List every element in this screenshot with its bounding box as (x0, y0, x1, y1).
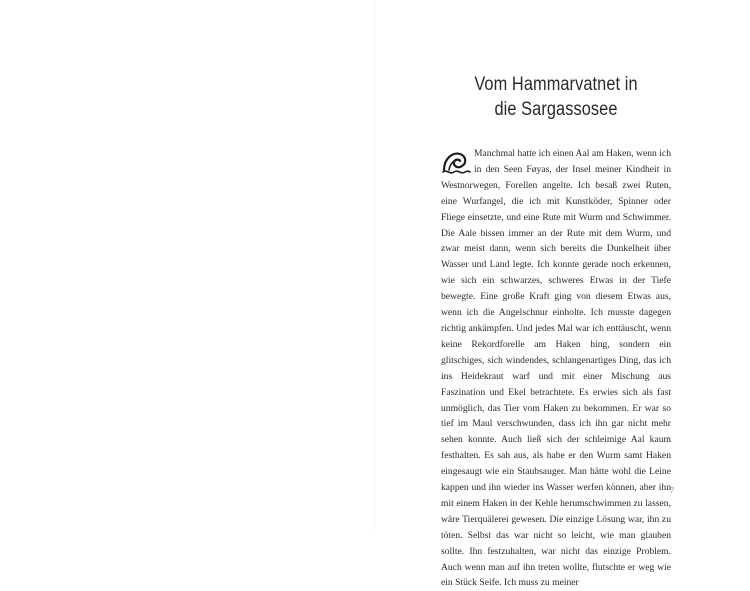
chapter-paragraph: Manchmal hatte ich einen Aal am Haken, wenn ich in den Seen Føyas, der Insel meiner Kindheit in Westnorwegen, Forellen angelte. Ich besaß zwei Ruten, eine Wurfangel, die ich mit Kunstköder, Spinner oder Fliege einsetzte, und eine Rute mit Wurm und Schwimmer. Die Aale bissen immer an der Rute mit dem Wurm, und zwar meist dann, wenn sich bereits die Dunkelheit über Wasser und Land legte. Ich konnte gerade noch erkennen, wie sich ein schwarzes, schweres Etwas in der Tiefe bewegte. Eine große Kraft ging von diesem Etwas aus, wenn ich die Angelschnur einholte. Ich musste dagegen richtig ankämpfen. Und jedes Mal war ich enttäuscht, wenn keine Rekordforelle am Haken hing, sondern ein glitschiges, sich windendes, schlangenartiges Ding, das ich ins Heidekraut warf und mit einer Mischung aus Faszination und Ekel betrachtete. Es erwies sich als fast unmöglich, das Tier vom Haken zu bekommen. Er war so tief im Maul verschwunden, dass ich ihn gar nicht mehr sehen konnte. Auch ließ sich der schleimige Aal kaum festhalten. Es sah aus, als habe er den Wurm samt Haken eingesaugt wie ein Staubsauger. Man hätte wohl die Leine kappen und ihn wieder ins Wasser werfen können, aber ihn mit einem Haken in der Kehle herumschwimmen zu lassen, wäre Tierquälerei gewesen. Die einzige Lösung war, ihn zu töten. Selbst das war nicht so leicht, wie man glauben sollte. Ihn festzuhalten, war nicht das einzige Problem. Auch wenn man auf ihn treten wollte, flutschte er weg wie ein Stück Seife. Ich muss zu meiner (441, 148, 671, 589)
chapter-title-line-1: Vom Hammarvatnet in (474, 74, 638, 95)
chapter-title (457, 72, 655, 122)
page-number: 7 (670, 486, 674, 495)
wave-ornament-icon (441, 148, 471, 176)
left-page-blank (0, 0, 375, 530)
chapter-body-text (441, 146, 671, 591)
chapter-title-line-2: die Sargassosee (494, 99, 618, 120)
